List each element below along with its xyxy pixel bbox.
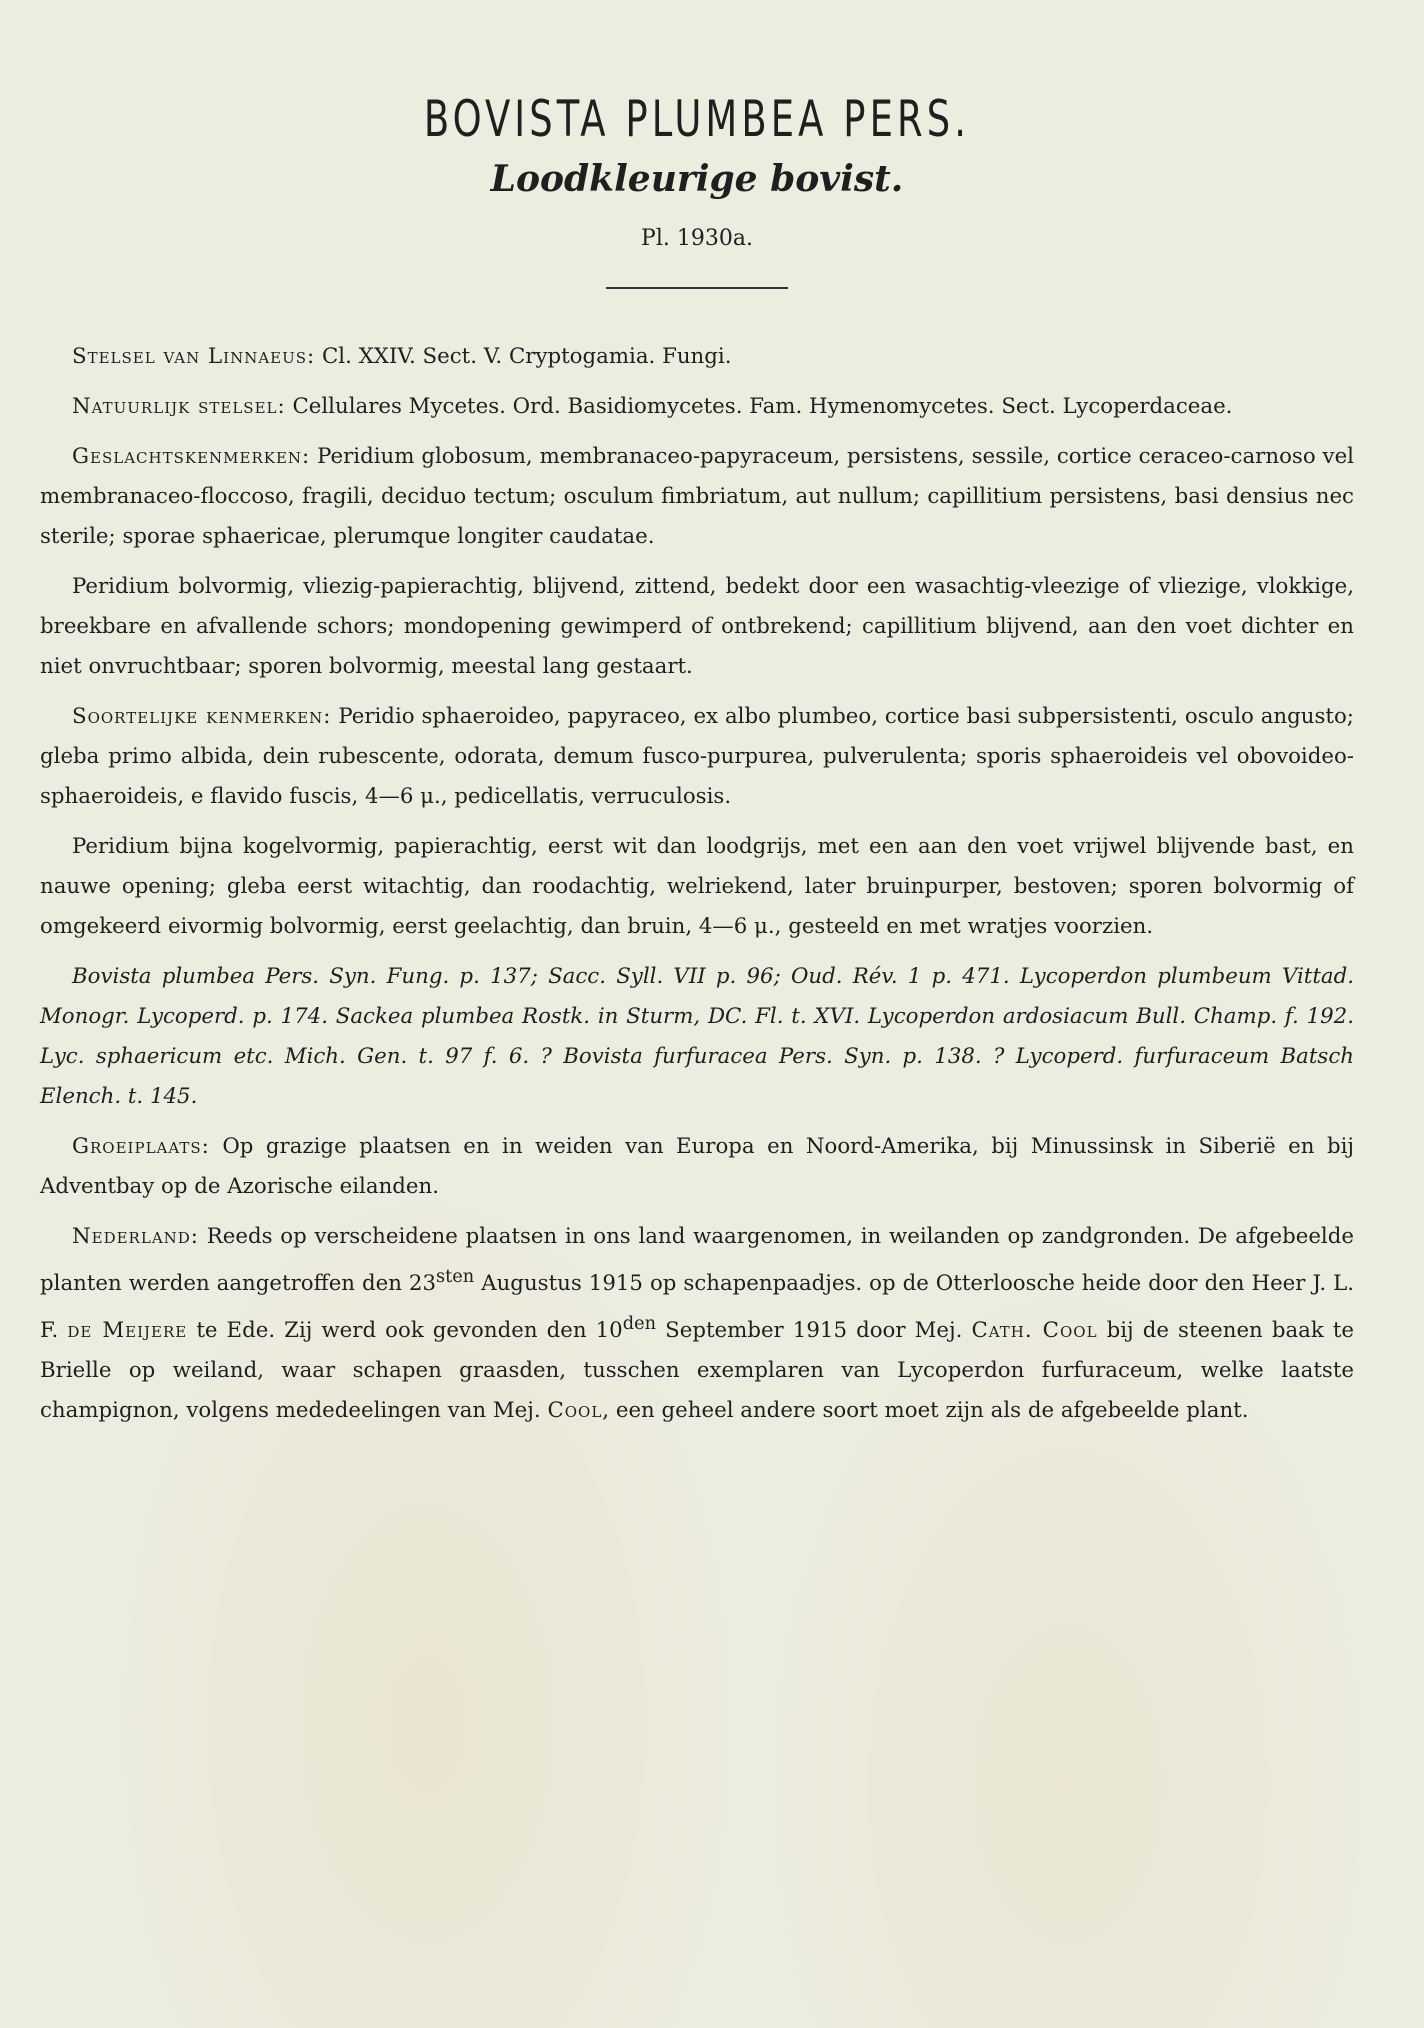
habitat-label: Groeiplaats: <box>72 1134 210 1159</box>
species-text: Peridio sphaeroideo, papyraceo, ex albo plumbeo, cortice basi subpersistenti, osculo angusto; gleba primo albida, dein rubescente, odorata, demum fusco-purpurea, pulverulenta; sporis sphaeroideis vel obovoideo-sphaeroideis, e flavido fuscis, 4—6 μ., pedicellatis, verruculosis. <box>40 704 1354 809</box>
netherlands-text-4: September 1915 door Mej. <box>656 1318 972 1344</box>
genus-paragraph <box>40 437 1354 557</box>
page-subtitle: Loodkleurige bovist. <box>490 158 904 200</box>
netherlands-paragraph <box>40 1217 1354 1431</box>
habitat-paragraph <box>40 1127 1354 1207</box>
title-divider <box>606 287 788 289</box>
habitat-text: Op grazige plaatsen en in weiden van Europa en Noord-Amerika, bij Minussinsk in Siberië en bij Adventbay op de Azorische eilanden. <box>40 1134 1354 1199</box>
species-dutch-paragraph: Peridium bijna kogelvormig, papierachtig, eerst wit dan loodgrijs, met een aan den voet vrijwel blijvende bast, en nauwe opening; gleba eerst witachtig, dan roodachtig, welriekend, later bruinpurper, bestoven; sporen bolvormig of omgekeerd eivormig bolvormig, eerst geelachtig, dan bruin, 4—6 μ., gesteeld en met wratjes voorzien. <box>40 834 1354 939</box>
person-name-meijere: de Meijere <box>67 1318 188 1344</box>
page-title: BOVISTA PLUMBEA PERS. <box>423 90 971 148</box>
netherlands-text-5: bij de steenen baak te Brielle op weiland, waar schapen graasden, tusschen exemplaren van Lycoperdon furfuraceum, welke laatste champignon, volgens mededeelingen van Mej. <box>40 1318 1355 1424</box>
natural-system-text: Cellulares Mycetes. Ord. Basidiomycetes. Fam. Hymenomycetes. Sect. Lycoperdaceae. <box>292 394 1233 419</box>
person-name-cath-cool: Cath. Cool <box>971 1318 1098 1344</box>
linnaeus-text: Cl. XXIV. Sect. V. Cryptogamia. Fungi. <box>321 344 732 369</box>
natural-system-paragraph <box>40 387 1354 427</box>
linnaeus-label: Stelsel van Linnaeus: <box>72 344 316 369</box>
netherlands-text-6: , een geheel andere soort moet zijn als de afgebeelde plant. <box>602 1398 1249 1424</box>
plate-number: Pl. 1930a. <box>641 226 753 251</box>
genus-dutch-paragraph: Peridium bolvormig, vliezig-papierachtig, blijvend, zittend, bedekt door een wasachtig-vleezige of vliezige, vlokkige, breekbare en afvallende schors; mondopening gewimperd of ontbrekend; capillitium blijvend, aan den voet dichter en niet onvruchtbaar; sporen bolvormig, meestal lang gestaart. <box>40 574 1354 679</box>
netherlands-text-2: Augustus 1915 op schapenpaadjes. op de Otterloosche heide door den Heer J. L. F. <box>40 1271 1354 1344</box>
netherlands-label: Nederland: <box>72 1224 199 1249</box>
species-paragraph <box>40 697 1354 817</box>
netherlands-text-1: Reeds op verscheidene plaatsen in ons land waargenomen, in weilanden op zandgronden. De afgebeelde planten werden aangetroffen den 23 <box>40 1224 1354 1297</box>
netherlands-text-3: te Ede. Zij werd ook gevonden den 10 <box>187 1318 623 1344</box>
ordinal-suffix-2: den <box>622 1314 657 1335</box>
natural-system-label: Natuurlijk stelsel: <box>72 394 286 419</box>
ordinal-suffix-1: sten <box>436 1267 475 1287</box>
person-name-cool: Cool <box>547 1398 603 1424</box>
species-label: Soortelijke kenmerken: <box>72 704 332 729</box>
genus-label: Geslachtskenmerken: <box>72 444 311 469</box>
linnaeus-paragraph <box>40 337 1354 377</box>
synonyms-paragraph: Bovista plumbea Pers. Syn. Fung. p. 137; Sacc. Syll. VII p. 96; Oud. Rév. 1 p. 471. Lycoperdon plumbeum Vittad. Monogr. Lycoperd. p. 174. Sackea plumbea Rostk. in Sturm, DC. Fl. t. XVI. Lycoperdon ardosiacum Bull. Champ. f. 192. Lyc. sphaericum etc. Mich. Gen. t. 97 f. 6. ? Bovista furfuracea Pers. Syn. p. 138. ? Lycoperd. furfuraceum Batsch Elench. t. 145. <box>40 964 1354 1109</box>
genus-text: Peridium globosum, membranaceo-papyraceum, persistens, sessile, cortice ceraceo-carnoso vel membranaceo-floccoso, fragili, deciduo tectum; osculum fimbriatum, aut nullum; capillitium persistens, basi densius nec sterile; sporae sphaericae, plerumque longiter caudatae. <box>40 444 1354 549</box>
